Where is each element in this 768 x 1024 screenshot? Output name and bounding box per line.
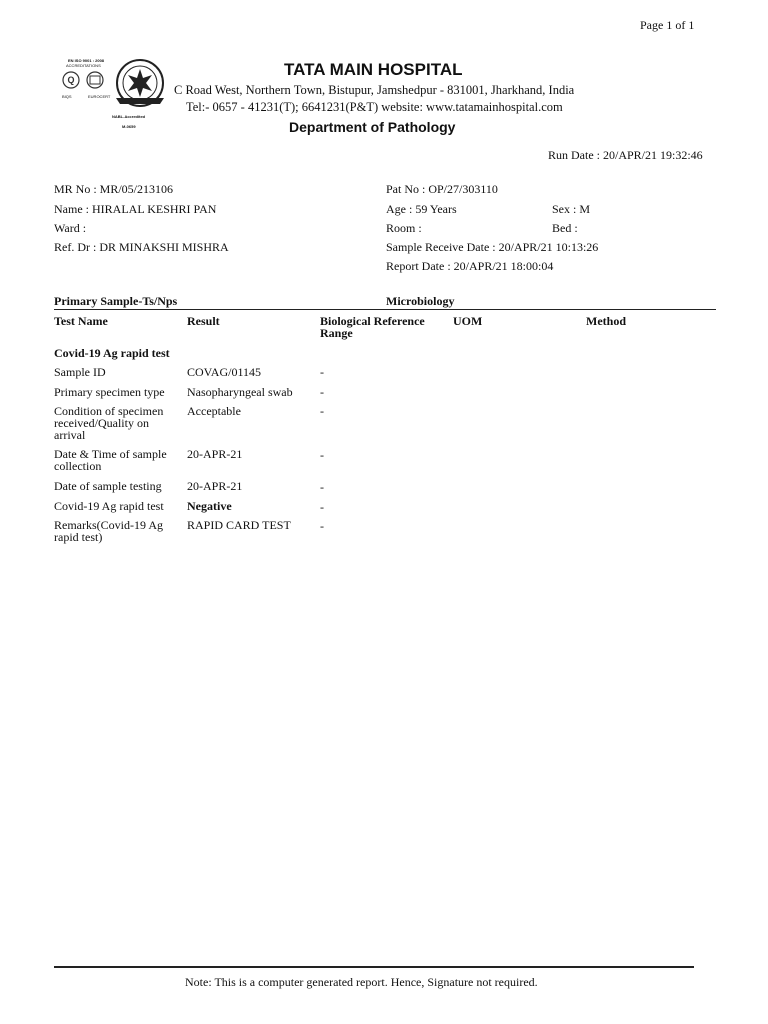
row-ref-range: -: [320, 480, 324, 494]
hospital-name: TATA MAIN HOSPITAL: [284, 60, 463, 79]
badge-left: BIQS: [62, 94, 72, 99]
row-name-line: Covid-19 Ag rapid test: [54, 499, 164, 513]
primary-sample: Primary Sample-Ts/Nps: [54, 294, 178, 308]
referring-doctor: Ref. Dr : DR MINAKSHI MISHRA: [54, 240, 229, 254]
test-category: Microbiology: [386, 294, 455, 308]
row-name-line: arrival: [54, 428, 86, 442]
table-row-name: [54, 519, 163, 543]
report-date: Report Date : 20/APR/21 18:00:04: [386, 259, 554, 273]
row-name-line: Primary specimen type: [54, 385, 165, 399]
header-bio-ref: [320, 315, 425, 339]
row-result: 20-APR-21: [187, 479, 243, 493]
row-ref-range: -: [320, 365, 324, 379]
cert-number: M-0659: [122, 124, 136, 129]
run-date: Run Date : 20/APR/21 19:32:46: [548, 148, 703, 162]
mr-number: MR No : MR/05/213106: [54, 182, 174, 196]
test-group-title: Covid-19 Ag rapid test: [54, 346, 170, 360]
footer-note: Note: This is a computer generated report. Hence, Signature not required.: [185, 975, 538, 989]
ward: Ward :: [54, 221, 87, 235]
row-result: 20-APR-21: [187, 447, 243, 461]
badge-right: EUROCERT: [88, 94, 111, 99]
row-name-line: rapid test): [54, 530, 103, 544]
department-title: Department of Pathology: [289, 119, 456, 135]
row-result-negative: Negative: [187, 499, 232, 513]
row-name-line: received/Quality on: [54, 416, 149, 430]
nabl-accredited: NABL-Accredited: [112, 114, 146, 119]
row-result: RAPID CARD TEST: [187, 518, 291, 532]
sample-receive-date: Sample Receive Date : 20/APR/21 10:13:26: [386, 240, 599, 254]
header-result: Result: [187, 314, 220, 328]
table-row-name: [54, 500, 164, 512]
patient-name: Name : HIRALAL KESHRI PAN: [54, 202, 217, 216]
row-ref-range: -: [320, 448, 324, 462]
hospital-logo-block: [54, 58, 174, 130]
row-ref-range: -: [320, 500, 324, 514]
section-divider: [54, 309, 716, 310]
page-number: Page 1 of 1: [640, 18, 695, 32]
row-name-line: Sample ID: [54, 365, 106, 379]
svg-text:Q: Q: [67, 75, 75, 85]
hospital-contact: Tel:- 0657 - 41231(T); 6641231(P&T) website: www.tatamainhospital.com: [186, 100, 563, 114]
row-ref-range: -: [320, 519, 324, 533]
row-result: Nasopharyngeal swab: [187, 385, 293, 399]
table-row-name: [54, 448, 167, 472]
header-uom: UOM: [453, 314, 483, 328]
row-ref-range: -: [320, 385, 324, 399]
header-method: Method: [586, 314, 626, 328]
row-name-line: Remarks(Covid-19 Ag: [54, 518, 163, 532]
tata-star-seal-icon: [110, 58, 174, 110]
bed: Bed :: [552, 221, 578, 235]
row-name-line: Date & Time of sample: [54, 447, 167, 461]
row-name-line: collection: [54, 459, 102, 473]
hospital-address: C Road West, Northern Town, Bistupur, Jamshedpur - 831001, Jharkhand, India: [174, 83, 575, 97]
table-row-name: [54, 366, 106, 378]
patient-sex: Sex : M: [552, 202, 591, 216]
header-bio-ref-line1: Biological Reference: [320, 314, 425, 328]
iso-seal-icons: [60, 70, 106, 94]
row-name-line: Condition of specimen: [54, 404, 164, 418]
accreditation-sub: ACCREDITATIONS: [66, 63, 101, 68]
room: Room :: [386, 221, 422, 235]
row-result: Acceptable: [187, 404, 241, 418]
row-name-line: Date of sample testing: [54, 479, 162, 493]
accreditation-top: EN ISO 9001 : 2008: [68, 58, 105, 63]
header-test-name: Test Name: [54, 314, 108, 328]
table-row-name: [54, 386, 165, 398]
footer-divider: [54, 966, 694, 968]
table-row-name: [54, 480, 162, 492]
table-row-name: [54, 405, 163, 441]
row-ref-range: -: [320, 404, 324, 418]
patient-number: Pat No : OP/27/303110: [386, 182, 498, 196]
row-result: COVAG/01145: [187, 365, 262, 379]
patient-age: Age : 59 Years: [386, 202, 457, 216]
header-bio-ref-line2: Range: [320, 326, 353, 340]
